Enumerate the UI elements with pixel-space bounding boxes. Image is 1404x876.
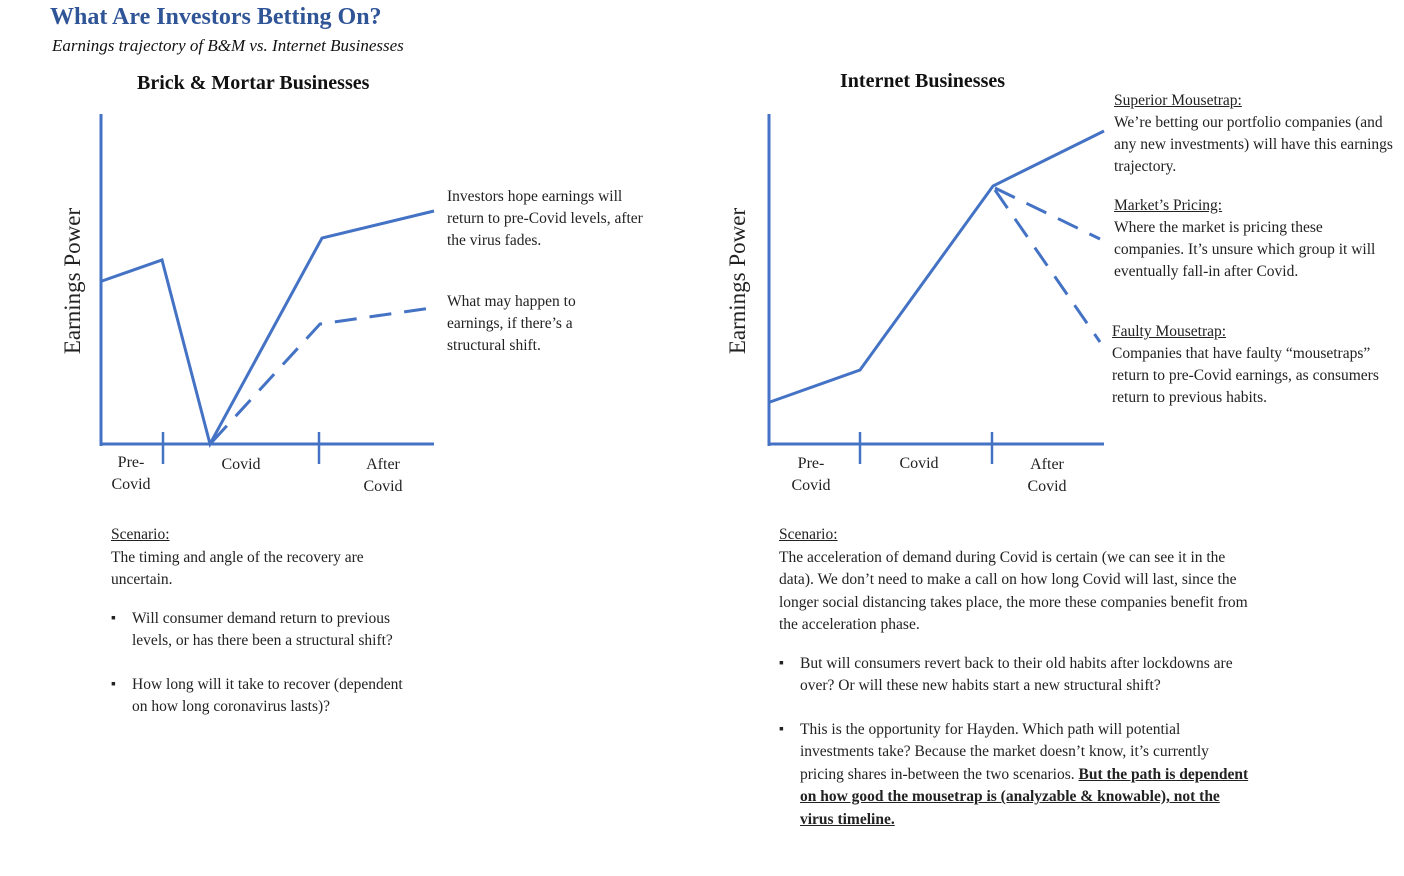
page-subtitle: Earnings trajectory of B&M vs. Internet Businesses	[52, 36, 404, 55]
left-bullet-1: ▪ Will consumer demand return to previous levels, or has there been a structural shift?	[132, 608, 416, 653]
right-tick-label-pre: Pre- Covid	[791, 455, 831, 494]
superior-heading: Superior Mousetrap:	[1114, 92, 1242, 109]
left-tick-label-pre: Pre- Covid	[111, 454, 151, 493]
right-note-superior	[1114, 90, 1394, 178]
left-scenario-bullets	[111, 608, 416, 719]
right-scenario-bullets	[779, 653, 1249, 832]
right-market-line	[995, 188, 1100, 239]
left-bullet-2: ▪ How long will it take to recover (dependent on how long coronavirus lasts)?	[132, 674, 416, 719]
right-chart	[768, 114, 1104, 464]
right-y-axis-label: Earnings Power	[725, 207, 750, 355]
page-title: What Are Investors Betting On?	[50, 4, 382, 30]
left-structural-shift-line	[212, 307, 438, 442]
right-scenario	[779, 524, 1249, 852]
right-bullet-2-emphasis: But the path is dependent on how good the mousetrap is (analyzable & knowable), not the virus timeline.	[800, 765, 1249, 828]
superior-text: We’re betting our portfolio companies (and any new investments) will have this earnings trajectory.	[1114, 114, 1393, 175]
right-chart-title: Internet Businesses	[840, 70, 1006, 92]
left-chart-title: Brick & Mortar Businesses	[137, 72, 370, 94]
right-scenario-text: The acceleration of demand during Covid is certain (we can see it in the data). We don’t need to make a call on how long Covid will last, since the longer social distancing takes place, the more these companies benefit from the acceleration phase.	[779, 548, 1248, 633]
right-tick-label-covid: Covid	[899, 455, 939, 472]
left-chart	[100, 114, 438, 464]
market-heading: Market’s Pricing:	[1114, 197, 1223, 214]
market-text: Where the market is pricing these companies. It’s unsure which group it will eventually fall-in after Covid.	[1114, 219, 1376, 280]
left-scenario-text: The timing and angle of the recovery are uncertain.	[111, 548, 364, 588]
right-note-market	[1114, 195, 1384, 283]
faulty-heading: Faulty Mousetrap:	[1112, 323, 1227, 340]
left-note-structural: What may happen to earnings, if there’s a structural shift.	[447, 293, 576, 354]
right-superior-line	[770, 131, 1104, 402]
right-note-faulty	[1112, 321, 1382, 409]
left-note-hope: Investors hope earnings will return to pre-Covid levels, after the virus fades.	[447, 188, 643, 249]
left-tick-label-after: After Covid	[363, 456, 403, 495]
right-bullet-2	[800, 719, 1249, 832]
faulty-text: Companies that have faulty “mousetraps” return to pre-Covid earnings, as consumers return to previous habits.	[1112, 345, 1379, 406]
right-tick-label-after: After Covid	[1027, 456, 1067, 495]
right-bullet-1: ▪ But will consumers revert back to their old habits after lockdowns are over? Or will these new habits start a new structural shift?	[800, 653, 1249, 698]
left-scenario-heading: Scenario:	[111, 526, 170, 543]
left-y-axis-label: Earnings Power	[60, 207, 85, 355]
left-scenario	[111, 524, 416, 740]
left-hope-line	[102, 211, 434, 444]
left-tick-label-covid: Covid	[221, 456, 261, 473]
right-scenario-heading: Scenario:	[779, 526, 838, 543]
right-faulty-line	[995, 190, 1100, 342]
right-bullet-2-text: This is the opportunity for Hayden. Which path will potential investments take? Because the market doesn’t know, it’s currently pricing shares in-between the two scenarios.	[800, 720, 1209, 783]
